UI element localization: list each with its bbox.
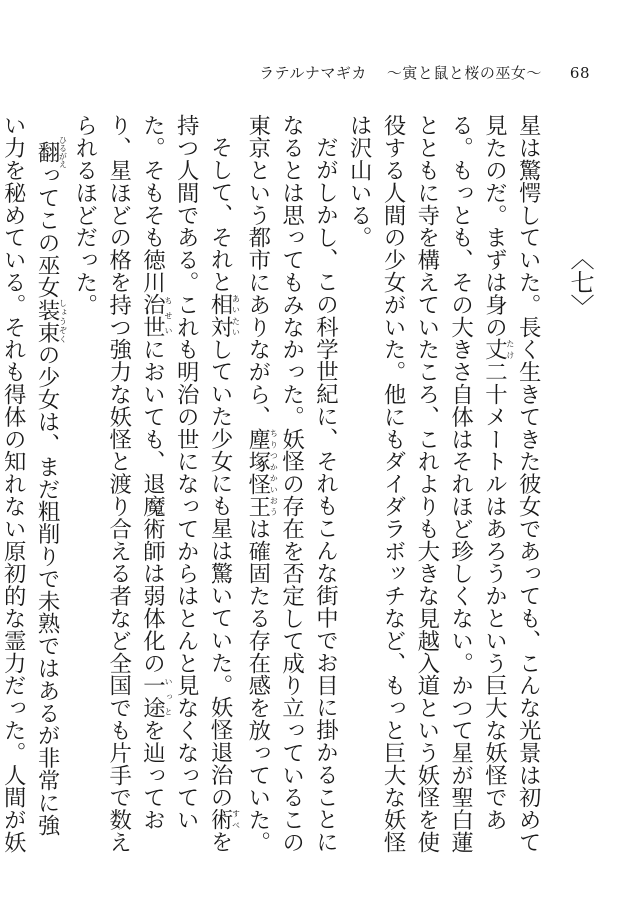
ruby-annotated-word: 一途いっと bbox=[139, 674, 173, 719]
text-run: 星は驚愕していた。長く生きてきた彼女であっても、こんな光景は初めて見たのだ。まずは身の bbox=[481, 114, 542, 854]
ruby-annotated-word: 相対あいたい bbox=[207, 293, 241, 339]
text-run: ってこの巫女 bbox=[34, 164, 61, 299]
text-run: を持つ人間である。これも明治の世になってからはとんと見なくなっていた。そもそも徳川 bbox=[139, 114, 234, 854]
text-run: 二十メートルはあろうかという巨大な妖怪である。もっとも、その大きさ自体はそれほど珍しくない。かつて星が聖白蓮とともに寺を構えていたころ、これよりも大きな見越入道という妖怪を使役する人間の少女がいた。他にもダイダラボッチなど、もっと巨大な妖怪は沢山いる。 bbox=[346, 114, 508, 854]
vertical-body-text bbox=[0, 114, 596, 856]
book-title: ラテルナマギカ bbox=[259, 64, 367, 82]
furigana: ひるがえ bbox=[58, 136, 68, 169]
furigana: すべ bbox=[231, 808, 241, 831]
furigana: たけ bbox=[505, 338, 515, 361]
ruby-annotated-word: 翻ひるがえ bbox=[34, 136, 68, 169]
ruby-annotated-word: 治世ちせい bbox=[139, 293, 173, 339]
furigana: ちりつかかいおう bbox=[269, 427, 279, 518]
ruby-annotated-word: 装束しょうぞく bbox=[34, 298, 68, 344]
text-run: の少女は、まだ粗削りで未熟ではあるが非常に強い力を秘めている。それも得体の知れない原初的な霊力だった。人間が妖 bbox=[0, 114, 61, 854]
book-subtitle: 〜寅と鼠と桜の巫女〜 bbox=[386, 64, 542, 82]
text-run: だがしかし、この科学世紀に、それもこんな街中でお目に掛かることになるとは思ってもみなかった。妖怪の存在を否定して成り立っているこの東京という都市にありながら、 bbox=[244, 114, 339, 854]
furigana: しょうぞく bbox=[58, 298, 68, 344]
text-run: そして、それと bbox=[207, 136, 234, 294]
running-header bbox=[259, 62, 590, 83]
furigana: ちせい bbox=[163, 293, 173, 339]
text-run: を辿っており、星ほどの格を持つ強力な妖怪と渡り合える者など全国でも片手で数えられるほどだった。 bbox=[71, 114, 166, 854]
paragraph bbox=[0, 114, 67, 856]
paragraph bbox=[240, 114, 341, 856]
furigana: あいたい bbox=[231, 293, 241, 338]
text-run: においても、退魔術師は弱体化の bbox=[139, 338, 166, 675]
text-run: は確固たる存在感を放っていた。 bbox=[244, 517, 271, 854]
chapter-heading: 〈七〉 bbox=[566, 246, 594, 318]
ruby-annotated-word: 塵塚怪王ちりつかかいおう bbox=[244, 427, 279, 518]
ruby-annotated-word: 術すべ bbox=[207, 808, 241, 831]
text-run: していた少女にも星は驚いていた。妖怪退治の bbox=[207, 338, 234, 809]
paragraph bbox=[341, 114, 544, 856]
paragraph bbox=[67, 114, 240, 856]
furigana: いっと bbox=[163, 674, 173, 719]
ruby-annotated-word: 丈たけ bbox=[481, 338, 515, 361]
page-number: 68 bbox=[569, 64, 590, 82]
